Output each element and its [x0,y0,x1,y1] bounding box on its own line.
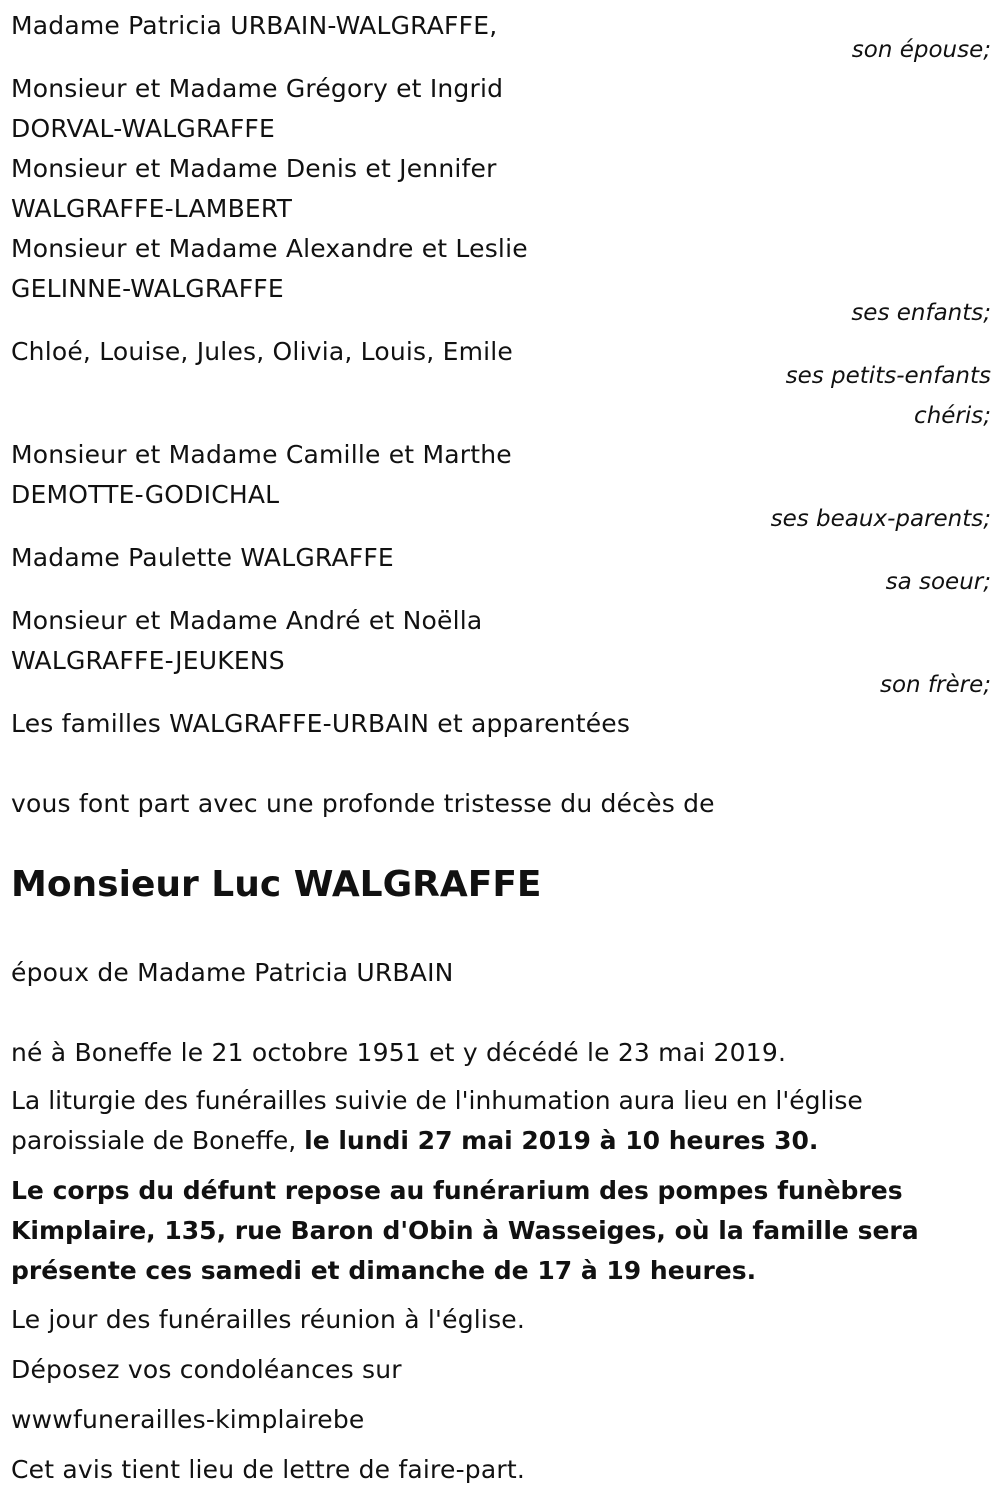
meeting-line: Le jour des funérailles réunion à l'église. [11,1305,526,1334]
child-line-2: DORVAL-WALGRAFFE [11,114,276,143]
grandchildren-relation-2: chéris; [914,403,991,429]
closing-line: Cet avis tient lieu de lettre de faire-part. [11,1455,526,1484]
deceased-name: Monsieur Luc WALGRAFFE [11,864,542,905]
brother-relation: son frère; [879,672,991,698]
announcement-text: vous font part avec une profonde tristesse du décès de [11,789,715,818]
spouse-name: Madame Patricia URBAIN-WALGRAFFE, [11,11,498,40]
sister-relation: sa soeur; [885,569,991,595]
spouse-of-line: époux de Madame Patricia URBAIN [11,958,454,987]
birth-death-line: né à Boneffe le 21 octobre 1951 et y décédé le 23 mai 2019. [11,1038,787,1067]
child-line-1: Monsieur et Madame Grégory et Ingrid [11,74,504,103]
child-line-6: GELINNE-WALGRAFFE [11,274,284,303]
body-rest-paragraph: Le corps du défunt repose au funérarium des pompes funèbres Kimplaire, 135, rue Baron d'Obin à Wasseiges, où la famille sera présente ces samedi et dimanche de 17 à 19 heures. [11,1176,919,1285]
liturgy-text: La liturgie des funérailles suivie de l'inhumation aura lieu en l'église paroissiale de Boneffe, [11,1086,863,1155]
brother-line-2: WALGRAFFE-JEUKENS [11,646,285,675]
liturgy-paragraph [11,1081,991,1161]
grandchildren-relation-1: ses petits-enfants [785,363,991,389]
child-line-5: Monsieur et Madame Alexandre et Leslie [11,234,528,263]
liturgy-date: le lundi 27 mai 2019 à 10 heures 30. [304,1126,819,1155]
parents-in-law-line-2: DEMOTTE-GODICHAL [11,480,280,509]
children-relation: ses enfants; [851,300,991,326]
parents-in-law-relation: ses beaux-parents; [770,506,991,532]
sister-name: Madame Paulette WALGRAFFE [11,543,394,572]
child-line-3: Monsieur et Madame Denis et Jennifer [11,154,497,183]
condolences-url: wwwfunerailles-kimplairebe [11,1405,365,1434]
families-line: Les familles WALGRAFFE-URBAIN et apparentées [11,709,631,738]
brother-line-1: Monsieur et Madame André et Noëlla [11,606,483,635]
condolences-label: Déposez vos condoléances sur [11,1355,402,1384]
grandchildren-names: Chloé, Louise, Jules, Olivia, Louis, Emile [11,337,513,366]
parents-in-law-line-1: Monsieur et Madame Camille et Marthe [11,440,512,469]
spouse-relation: son épouse; [851,37,991,63]
child-line-4: WALGRAFFE-LAMBERT [11,194,293,223]
